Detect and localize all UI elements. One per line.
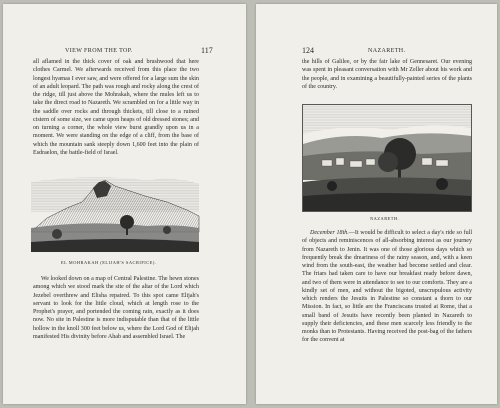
right-paragraph-1: the hills of Galilee, or by the fair lake of Gennesaret. Our evening was spent in pleasant conversation with Mr Zeller about his work and the people, and in examining a beautifully-painted series of the plants of the country. <box>302 59 472 90</box>
right-caption: NAZARETH. <box>370 216 400 221</box>
left-text-bottom <box>33 275 199 341</box>
left-text-top <box>33 58 199 157</box>
right-paragraph-2-text: —It would be difficult to select a day's ride so full of objects and reminiscences of all-absorbing interest as our journey from Nazareth to Jenin. It was one of those glorious days which so frequently break the dreariness of the rainy season, and, with a keen wind from the south-east, the weather had become settled and clear. The friars had taken care to have our breakfast ready before dawn, and two of them were in attendance to see to our comforts. They are a kindly set of men, and without the bigoted, unscrupulous activity which renders the Jesuits in Palestine so constant a thorn to our Mission. In fact, so little are the Franciscans trusted at Rome, that a small band of Jesuits have recently been planted in Nazareth to supply their deficiencies, and these men scarcely less friendly to the monks than to Protestants. Having received the post-bag of the fathers for the convent at <box>302 230 472 344</box>
left-paragraph-2: We looked down on a map of Central Palestine. The hewn stones among which we stood mark the site of the altar of the Lord which Jezebel overthrew and Elisha repaired. To this spot came Elijah's servant to look for the little cloud, which at length rose to the Prophet's prayer, and portended the coming rain, exactly as it does now. No site in Palestine is more indisputable than that of the little hollow in the knoll 300 feet below us, where the Lord God of Elijah manifested His divinity before Ahab and assembled Israel. The <box>33 276 199 340</box>
right-page <box>256 4 497 404</box>
el-mohrakah-engraving <box>27 172 203 254</box>
right-running-head: NAZARETH. <box>368 48 406 54</box>
left-page-number: 117 <box>201 46 213 55</box>
left-caption: EL MOHRAKAH (ELIJAH'S SACRIFICE). <box>61 260 157 265</box>
right-page-number: 124 <box>302 46 314 55</box>
right-text-bottom <box>302 229 472 345</box>
right-text-top <box>302 58 472 91</box>
left-page <box>3 4 246 404</box>
left-running-head: VIEW FROM THE TOP. <box>65 48 133 54</box>
nazareth-engraving <box>302 104 472 212</box>
date-label: December 18th. <box>310 230 349 236</box>
left-paragraph-1: all aflamed in the thick cover of oak and brushwood that here clothes Carmel. We afterwards received from this place the two longest hyænas I ever saw, and were offered for a large sum the skin of an adult leopard. The path was rough and rocky along the crest of the ridge, till just above the Mohrakah, where the mules left us to take the direct road to Nazareth. We scrambled on for a little way in the saddle over rocks and through thickets, till close to a ruined cistern of some size, we came upon heaps of old dressed stones; and on turning a corner, the whole view burst grandly upon us in a moment. We were standing on the edge of a cliff, from the base of which the mountain sank steeply down 1,600 feet into the plain of Esdraelon, the battle-field of Israel. <box>33 59 199 156</box>
right-paragraph-2 <box>302 229 472 345</box>
